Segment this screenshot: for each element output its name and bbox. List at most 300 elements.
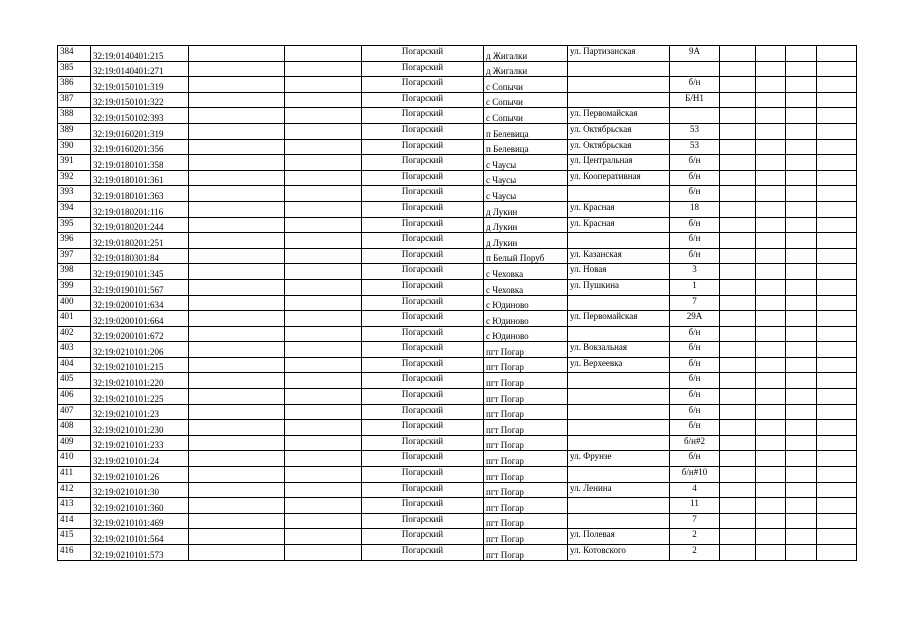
empty-cell	[720, 482, 756, 498]
house-number-cell	[670, 61, 720, 77]
empty-cell	[720, 295, 756, 311]
empty-cell	[720, 451, 756, 467]
empty-cell	[786, 357, 817, 373]
district-cell: Погарский	[362, 186, 484, 202]
locality-cell: пгт Погар	[484, 404, 568, 420]
district-cell: Погарский	[362, 264, 484, 280]
locality-cell: пгт Погар	[484, 357, 568, 373]
empty-cell	[817, 92, 857, 108]
registry-table-body	[58, 46, 857, 561]
district-cell: Погарский	[362, 404, 484, 420]
empty-cell	[189, 295, 285, 311]
empty-cell	[189, 248, 285, 264]
empty-cell	[189, 139, 285, 155]
empty-cell	[720, 139, 756, 155]
street-cell: ул. Партизанская	[568, 46, 670, 62]
empty-cell	[189, 342, 285, 358]
empty-cell	[189, 123, 285, 139]
district-cell: Погарский	[362, 61, 484, 77]
street-cell	[568, 61, 670, 77]
district-cell: Погарский	[362, 373, 484, 389]
empty-cell	[285, 435, 362, 451]
cadastral-number-cell: 32:19:0210101:360	[91, 498, 189, 514]
empty-cell	[285, 404, 362, 420]
empty-cell	[720, 498, 756, 514]
street-cell: ул. Центральная	[568, 155, 670, 171]
empty-cell	[720, 373, 756, 389]
empty-cell	[786, 342, 817, 358]
district-cell: Погарский	[362, 342, 484, 358]
empty-cell	[756, 529, 786, 545]
empty-cell	[817, 545, 857, 561]
locality-cell: пгт Погар	[484, 467, 568, 483]
empty-cell	[189, 389, 285, 405]
house-number-cell: 2	[670, 529, 720, 545]
row-number-cell: 403	[58, 342, 91, 358]
locality-cell: пгт Погар	[484, 498, 568, 514]
district-cell: Погарский	[362, 545, 484, 561]
cadastral-number-cell: 32:19:0210101:469	[91, 513, 189, 529]
row-number-cell: 409	[58, 435, 91, 451]
empty-cell	[189, 451, 285, 467]
empty-cell	[817, 498, 857, 514]
empty-cell	[756, 279, 786, 295]
cadastral-number-cell: 32:19:0210101:564	[91, 529, 189, 545]
street-cell	[568, 513, 670, 529]
locality-cell: пгт Погар	[484, 420, 568, 436]
locality-cell: пгт Погар	[484, 482, 568, 498]
locality-cell: п Белевица	[484, 139, 568, 155]
row-number-cell: 384	[58, 46, 91, 62]
row-number-cell: 394	[58, 201, 91, 217]
locality-cell: пгт Погар	[484, 342, 568, 358]
empty-cell	[720, 155, 756, 171]
locality-cell: п Белый Поруб	[484, 248, 568, 264]
district-cell: Погарский	[362, 295, 484, 311]
empty-cell	[189, 155, 285, 171]
table-row	[58, 264, 857, 280]
empty-cell	[720, 233, 756, 249]
street-cell: ул. Ленина	[568, 482, 670, 498]
row-number-cell: 413	[58, 498, 91, 514]
empty-cell	[756, 295, 786, 311]
empty-cell	[817, 279, 857, 295]
registry-table	[57, 45, 857, 561]
street-cell: ул. Октябрьская	[568, 139, 670, 155]
row-number-cell: 408	[58, 420, 91, 436]
empty-cell	[756, 342, 786, 358]
district-cell: Погарский	[362, 357, 484, 373]
empty-cell	[720, 545, 756, 561]
empty-cell	[285, 420, 362, 436]
table-row	[58, 389, 857, 405]
house-number-cell: 18	[670, 201, 720, 217]
empty-cell	[285, 61, 362, 77]
cadastral-number-cell: 32:19:0160201:356	[91, 139, 189, 155]
empty-cell	[189, 357, 285, 373]
house-number-cell: б/н	[670, 233, 720, 249]
empty-cell	[285, 92, 362, 108]
cadastral-number-cell: 32:19:0210101:220	[91, 373, 189, 389]
empty-cell	[756, 170, 786, 186]
empty-cell	[786, 451, 817, 467]
cadastral-number-cell: 32:19:0180101:361	[91, 170, 189, 186]
empty-cell	[817, 451, 857, 467]
district-cell: Погарский	[362, 326, 484, 342]
empty-cell	[756, 264, 786, 280]
district-cell: Погарский	[362, 77, 484, 93]
house-number-cell: Б/Н1	[670, 92, 720, 108]
empty-cell	[285, 139, 362, 155]
cadastral-number-cell: 32:19:0210101:230	[91, 420, 189, 436]
empty-cell	[786, 201, 817, 217]
street-cell	[568, 186, 670, 202]
empty-cell	[756, 248, 786, 264]
empty-cell	[720, 357, 756, 373]
street-cell	[568, 326, 670, 342]
empty-cell	[720, 170, 756, 186]
row-number-cell: 398	[58, 264, 91, 280]
locality-cell: пгт Погар	[484, 373, 568, 389]
cadastral-number-cell: 32:19:0180301:84	[91, 248, 189, 264]
empty-cell	[756, 186, 786, 202]
house-number-cell: 11	[670, 498, 720, 514]
empty-cell	[189, 311, 285, 327]
locality-cell: с Чаусы	[484, 186, 568, 202]
cadastral-number-cell: 32:19:0210101:215	[91, 357, 189, 373]
row-number-cell: 399	[58, 279, 91, 295]
empty-cell	[786, 435, 817, 451]
empty-cell	[285, 389, 362, 405]
table-row	[58, 295, 857, 311]
empty-cell	[817, 186, 857, 202]
empty-cell	[786, 545, 817, 561]
table-row	[58, 139, 857, 155]
cadastral-number-cell: 32:19:0160201:319	[91, 123, 189, 139]
cadastral-number-cell: 32:19:0180201:251	[91, 233, 189, 249]
cadastral-number-cell: 32:19:0210101:30	[91, 482, 189, 498]
empty-cell	[756, 451, 786, 467]
row-number-cell: 400	[58, 295, 91, 311]
district-cell: Погарский	[362, 201, 484, 217]
empty-cell	[817, 420, 857, 436]
street-cell: ул. Фрунзе	[568, 451, 670, 467]
empty-cell	[720, 61, 756, 77]
street-cell	[568, 435, 670, 451]
district-cell: Погарский	[362, 451, 484, 467]
locality-cell: с Сопычи	[484, 77, 568, 93]
locality-cell: с Юдиново	[484, 295, 568, 311]
empty-cell	[817, 389, 857, 405]
empty-cell	[189, 77, 285, 93]
empty-cell	[189, 217, 285, 233]
cadastral-number-cell: 32:19:0140401:215	[91, 46, 189, 62]
street-cell: ул. Новая	[568, 264, 670, 280]
empty-cell	[189, 467, 285, 483]
locality-cell: с Чеховка	[484, 264, 568, 280]
empty-cell	[189, 201, 285, 217]
empty-cell	[756, 373, 786, 389]
table-row	[58, 373, 857, 389]
empty-cell	[817, 217, 857, 233]
table-row	[58, 186, 857, 202]
empty-cell	[817, 46, 857, 62]
district-cell: Погарский	[362, 311, 484, 327]
empty-cell	[189, 435, 285, 451]
empty-cell	[720, 248, 756, 264]
table-row	[58, 326, 857, 342]
cadastral-number-cell: 32:19:0210101:24	[91, 451, 189, 467]
empty-cell	[817, 201, 857, 217]
table-row	[58, 233, 857, 249]
empty-cell	[189, 61, 285, 77]
empty-cell	[756, 201, 786, 217]
empty-cell	[756, 435, 786, 451]
locality-cell: с Сопычи	[484, 108, 568, 124]
district-cell: Погарский	[362, 467, 484, 483]
empty-cell	[786, 46, 817, 62]
empty-cell	[817, 326, 857, 342]
row-number-cell: 390	[58, 139, 91, 155]
empty-cell	[285, 373, 362, 389]
empty-cell	[786, 217, 817, 233]
empty-cell	[285, 357, 362, 373]
house-number-cell: б/н	[670, 170, 720, 186]
empty-cell	[189, 46, 285, 62]
locality-cell: д Жигалки	[484, 46, 568, 62]
table-row	[58, 46, 857, 62]
house-number-cell: б/н	[670, 155, 720, 171]
house-number-cell: 2	[670, 545, 720, 561]
empty-cell	[720, 279, 756, 295]
row-number-cell: 391	[58, 155, 91, 171]
locality-cell: п Белевица	[484, 123, 568, 139]
empty-cell	[756, 233, 786, 249]
empty-cell	[720, 186, 756, 202]
empty-cell	[720, 123, 756, 139]
table-row	[58, 170, 857, 186]
house-number-cell: 4	[670, 482, 720, 498]
empty-cell	[817, 295, 857, 311]
street-cell	[568, 77, 670, 93]
house-number-cell: б/н	[670, 420, 720, 436]
empty-cell	[285, 108, 362, 124]
row-number-cell: 415	[58, 529, 91, 545]
table-row	[58, 92, 857, 108]
empty-cell	[786, 326, 817, 342]
cadastral-number-cell: 32:19:0150101:319	[91, 77, 189, 93]
empty-cell	[285, 451, 362, 467]
house-number-cell	[670, 108, 720, 124]
row-number-cell: 406	[58, 389, 91, 405]
locality-cell: пгт Погар	[484, 513, 568, 529]
table-row	[58, 435, 857, 451]
empty-cell	[756, 389, 786, 405]
row-number-cell: 396	[58, 233, 91, 249]
row-number-cell: 416	[58, 545, 91, 561]
table-row	[58, 529, 857, 545]
row-number-cell: 414	[58, 513, 91, 529]
row-number-cell: 397	[58, 248, 91, 264]
empty-cell	[756, 326, 786, 342]
empty-cell	[786, 170, 817, 186]
locality-cell: пгт Погар	[484, 389, 568, 405]
street-cell: ул. Казанская	[568, 248, 670, 264]
empty-cell	[817, 342, 857, 358]
locality-cell: д Лукин	[484, 217, 568, 233]
empty-cell	[285, 77, 362, 93]
empty-cell	[285, 186, 362, 202]
house-number-cell: б/н	[670, 77, 720, 93]
table-row	[58, 61, 857, 77]
locality-cell: с Юдиново	[484, 311, 568, 327]
empty-cell	[720, 467, 756, 483]
empty-cell	[786, 264, 817, 280]
empty-cell	[786, 295, 817, 311]
district-cell: Погарский	[362, 46, 484, 62]
empty-cell	[786, 139, 817, 155]
empty-cell	[756, 482, 786, 498]
cadastral-number-cell: 32:19:0190101:345	[91, 264, 189, 280]
empty-cell	[786, 108, 817, 124]
empty-cell	[786, 498, 817, 514]
empty-cell	[720, 513, 756, 529]
empty-cell	[786, 404, 817, 420]
empty-cell	[720, 435, 756, 451]
district-cell: Погарский	[362, 420, 484, 436]
street-cell: ул. Первомайская	[568, 108, 670, 124]
empty-cell	[786, 233, 817, 249]
locality-cell: пгт Погар	[484, 529, 568, 545]
empty-cell	[756, 498, 786, 514]
empty-cell	[720, 264, 756, 280]
empty-cell	[720, 311, 756, 327]
row-number-cell: 393	[58, 186, 91, 202]
empty-cell	[720, 389, 756, 405]
empty-cell	[189, 264, 285, 280]
empty-cell	[756, 46, 786, 62]
table-row	[58, 513, 857, 529]
empty-cell	[720, 217, 756, 233]
house-number-cell: 7	[670, 513, 720, 529]
empty-cell	[756, 61, 786, 77]
empty-cell	[817, 233, 857, 249]
cadastral-number-cell: 32:19:0200101:634	[91, 295, 189, 311]
locality-cell: с Чеховка	[484, 279, 568, 295]
empty-cell	[756, 404, 786, 420]
empty-cell	[285, 201, 362, 217]
empty-cell	[756, 420, 786, 436]
district-cell: Погарский	[362, 155, 484, 171]
house-number-cell: 9А	[670, 46, 720, 62]
empty-cell	[817, 482, 857, 498]
empty-cell	[720, 77, 756, 93]
row-number-cell: 392	[58, 170, 91, 186]
table-row	[58, 451, 857, 467]
district-cell: Погарский	[362, 217, 484, 233]
locality-cell: с Чаусы	[484, 155, 568, 171]
house-number-cell: б/н	[670, 451, 720, 467]
house-number-cell: б/н	[670, 357, 720, 373]
row-number-cell: 388	[58, 108, 91, 124]
empty-cell	[285, 46, 362, 62]
row-number-cell: 401	[58, 311, 91, 327]
district-cell: Погарский	[362, 233, 484, 249]
empty-cell	[720, 342, 756, 358]
empty-cell	[786, 420, 817, 436]
street-cell: ул. Пушкина	[568, 279, 670, 295]
district-cell: Погарский	[362, 435, 484, 451]
empty-cell	[189, 513, 285, 529]
empty-cell	[189, 373, 285, 389]
empty-cell	[285, 264, 362, 280]
empty-cell	[189, 545, 285, 561]
district-cell: Погарский	[362, 482, 484, 498]
empty-cell	[756, 108, 786, 124]
empty-cell	[817, 513, 857, 529]
table-row	[58, 311, 857, 327]
empty-cell	[786, 155, 817, 171]
empty-cell	[756, 311, 786, 327]
empty-cell	[189, 404, 285, 420]
house-number-cell: 53	[670, 139, 720, 155]
locality-cell: д Лукин	[484, 233, 568, 249]
empty-cell	[756, 513, 786, 529]
row-number-cell: 407	[58, 404, 91, 420]
empty-cell	[285, 233, 362, 249]
empty-cell	[189, 170, 285, 186]
empty-cell	[786, 61, 817, 77]
empty-cell	[285, 342, 362, 358]
empty-cell	[817, 77, 857, 93]
locality-cell: пгт Погар	[484, 435, 568, 451]
table-row	[58, 420, 857, 436]
row-number-cell: 410	[58, 451, 91, 467]
street-cell: ул. Верхеевка	[568, 357, 670, 373]
empty-cell	[720, 201, 756, 217]
empty-cell	[285, 155, 362, 171]
empty-cell	[285, 279, 362, 295]
house-number-cell: б/н	[670, 248, 720, 264]
district-cell: Погарский	[362, 170, 484, 186]
empty-cell	[720, 404, 756, 420]
house-number-cell: 1	[670, 279, 720, 295]
house-number-cell: б/н#10	[670, 467, 720, 483]
district-cell: Погарский	[362, 529, 484, 545]
empty-cell	[189, 529, 285, 545]
table-row	[58, 357, 857, 373]
cadastral-number-cell: 32:19:0180201:244	[91, 217, 189, 233]
empty-cell	[786, 279, 817, 295]
table-row	[58, 498, 857, 514]
empty-cell	[285, 123, 362, 139]
table-row	[58, 108, 857, 124]
cadastral-number-cell: 32:19:0210101:573	[91, 545, 189, 561]
empty-cell	[786, 311, 817, 327]
empty-cell	[786, 467, 817, 483]
locality-cell: пгт Погар	[484, 451, 568, 467]
row-number-cell: 395	[58, 217, 91, 233]
empty-cell	[817, 264, 857, 280]
row-number-cell: 387	[58, 92, 91, 108]
empty-cell	[285, 498, 362, 514]
empty-cell	[720, 326, 756, 342]
street-cell	[568, 389, 670, 405]
empty-cell	[817, 357, 857, 373]
empty-cell	[756, 139, 786, 155]
district-cell: Погарский	[362, 139, 484, 155]
street-cell: ул. Вокзальная	[568, 342, 670, 358]
